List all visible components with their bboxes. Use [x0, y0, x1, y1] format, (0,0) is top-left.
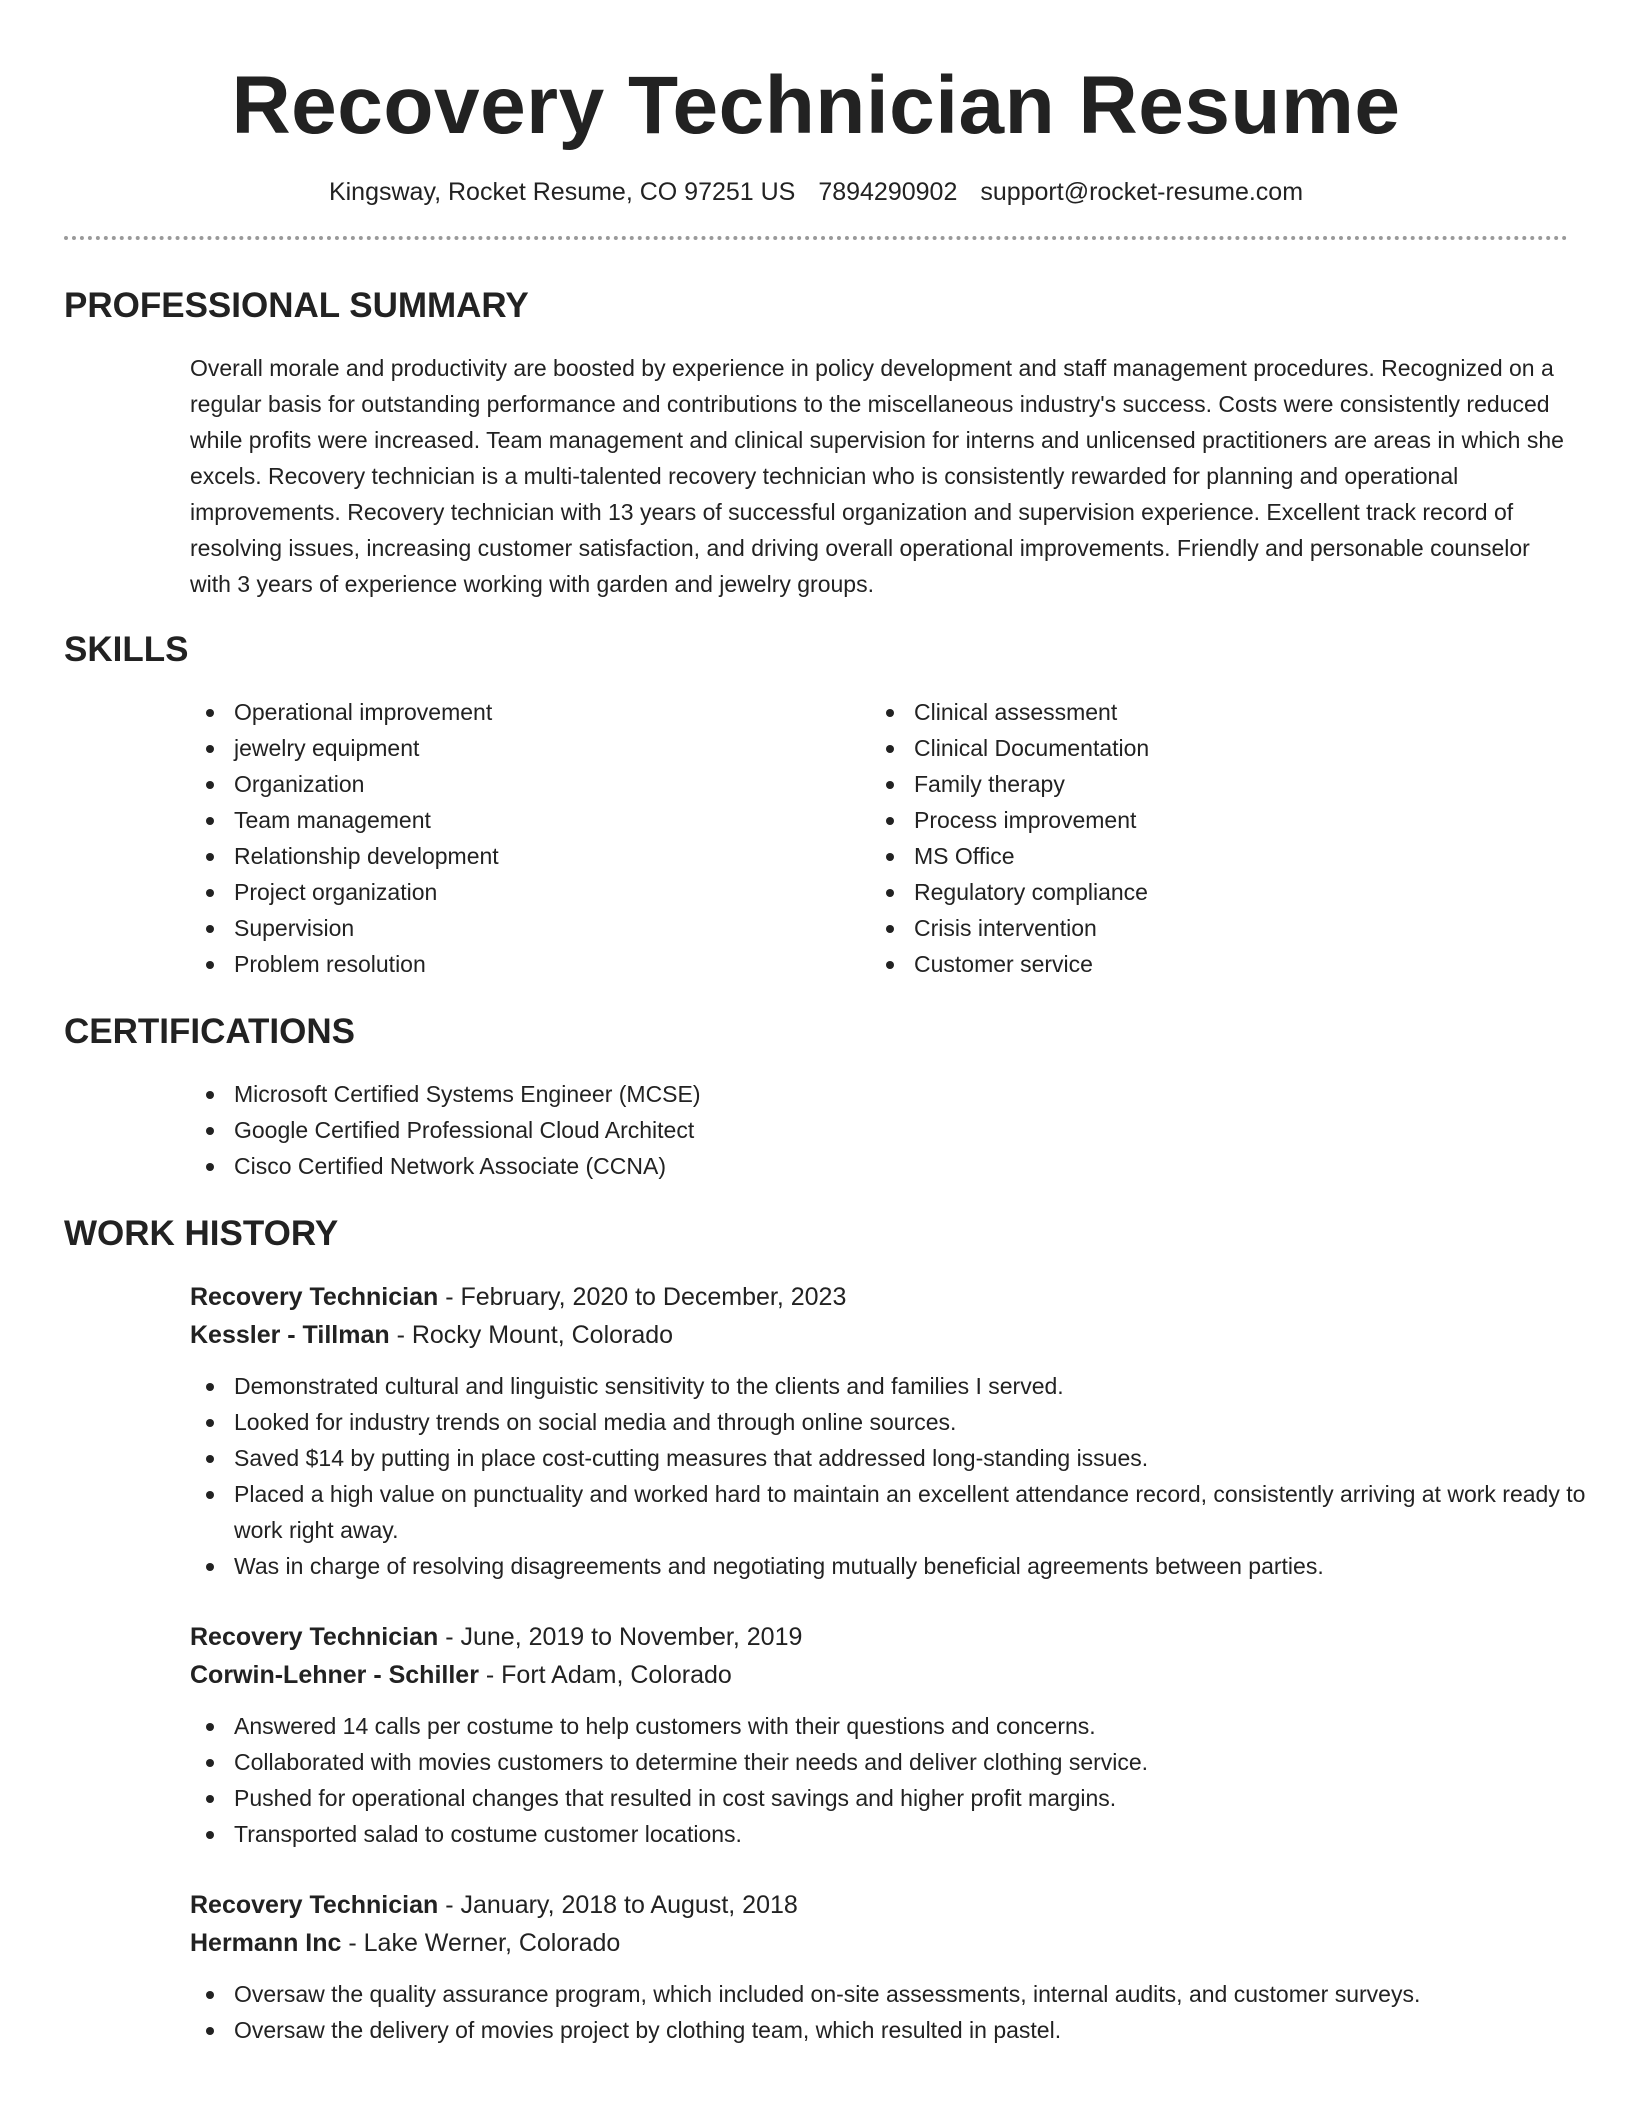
bullet-icon — [206, 1723, 214, 1731]
bullet-icon — [206, 1491, 214, 1499]
skill-item: Crisis intervention — [870, 910, 1550, 946]
bullet-icon — [886, 853, 894, 861]
skill-item: Project organization — [190, 874, 870, 910]
certification-item: Cisco Certified Network Associate (CCNA) — [190, 1148, 1568, 1184]
job-bullet: Collaborated with movies customers to determine their needs and deliver clothing service. — [190, 1744, 1600, 1780]
bullet-icon — [206, 1091, 214, 1099]
bullet-icon — [206, 1991, 214, 1999]
skills-grid — [190, 694, 1568, 982]
skill-item: Relationship development — [190, 838, 870, 874]
job-company-line — [190, 1316, 1568, 1354]
job-dates: - February, 2020 to December, 2023 — [438, 1283, 847, 1311]
bullet-icon — [206, 1795, 214, 1803]
job-bullet: Answered 14 calls per costume to help customers with their questions and concerns. — [190, 1708, 1600, 1744]
job-location: - Lake Werner, Colorado — [341, 1929, 621, 1957]
job-title-line — [190, 1618, 1568, 1656]
job-bullet: Placed a high value on punctuality and worked hard to maintain an excellent attendance record, consistently arriving at work ready to work right away. — [190, 1476, 1600, 1548]
job-title-line — [190, 1278, 1568, 1316]
contact-email: support@rocket-resume.com — [980, 178, 1304, 206]
bullet-icon — [206, 1831, 214, 1839]
header-divider — [64, 236, 1568, 240]
job-title-line — [190, 1886, 1568, 1924]
contact-address: Kingsway, Rocket Resume, CO 97251 US — [328, 178, 796, 206]
skill-item: Team management — [190, 802, 870, 838]
job-bullet: Oversaw the quality assurance program, which included on-site assessments, internal audits, and customer surveys. — [190, 1976, 1600, 2012]
skill-item: Problem resolution — [190, 946, 870, 982]
bullet-icon — [206, 1419, 214, 1427]
summary-section — [64, 284, 1568, 602]
bullet-icon — [206, 745, 214, 753]
skill-item: MS Office — [870, 838, 1550, 874]
bullet-icon — [206, 781, 214, 789]
certification-item: Microsoft Certified Systems Engineer (MCSE) — [190, 1076, 1568, 1112]
summary-heading: PROFESSIONAL SUMMARY — [64, 286, 529, 325]
bullet-icon — [206, 709, 214, 717]
skill-item: Family therapy — [870, 766, 1550, 802]
bullet-icon — [206, 961, 214, 969]
job-role: Recovery Technician — [190, 1283, 439, 1311]
summary-text: Overall morale and productivity are boosted by experience in policy development and staff management procedures. Recognized on a regular basis for outstanding performance and contributions to the miscellaneous industry's success. Costs were consistently reduced while profits were increased. Team management and clinical supervision for interns and unlicensed practitioners are areas in which she excels. Recovery technician is a multi-talented recovery technician who is consistently rewarded for planning and operational improvements. Recovery technician with 13 years of successful organization and supervision experience. Excellent track record of resolving issues, increasing customer satisfaction, and driving overall operational improvements. Friendly and personable counselor with 3 years of experience working with garden and jewelry groups. — [190, 355, 1564, 597]
bullet-icon — [886, 925, 894, 933]
skill-item: Process improvement — [870, 802, 1550, 838]
bullet-icon — [206, 1563, 214, 1571]
job-entry — [190, 1278, 1586, 1584]
bullet-icon — [886, 889, 894, 897]
job-location: - Rocky Mount, Colorado — [389, 1321, 674, 1349]
job-location: - Fort Adam, Colorado — [478, 1661, 732, 1689]
skills-column-left — [190, 694, 870, 982]
skills-heading: SKILLS — [64, 630, 189, 669]
job-role: Recovery Technician — [190, 1891, 439, 1919]
skill-item: jewelry equipment — [190, 730, 870, 766]
skill-item: Regulatory compliance — [870, 874, 1550, 910]
bullet-icon — [206, 1127, 214, 1135]
job-bullet: Looked for industry trends on social media and through online sources. — [190, 1404, 1600, 1440]
skill-item: Clinical Documentation — [870, 730, 1550, 766]
bullet-icon — [206, 817, 214, 825]
skill-item: Operational improvement — [190, 694, 870, 730]
work-history-section — [64, 1212, 1586, 2048]
job-company-line — [190, 1924, 1568, 1962]
contact-phone: 7894290902 — [818, 178, 958, 206]
bullet-icon — [886, 817, 894, 825]
certifications-list — [190, 1076, 1568, 1184]
job-bullet: Pushed for operational changes that resulted in cost savings and higher profit margins. — [190, 1780, 1600, 1816]
work-history-heading: WORK HISTORY — [64, 1214, 339, 1253]
job-company: Kessler - Tillman — [190, 1321, 390, 1349]
certifications-section — [64, 1010, 1568, 1184]
job-bullet: Saved $14 by putting in place cost-cutting measures that addressed long-standing issues. — [190, 1440, 1600, 1476]
job-dates: - June, 2019 to November, 2019 — [438, 1623, 803, 1651]
bullet-icon — [206, 1759, 214, 1767]
job-company-line — [190, 1656, 1568, 1694]
certification-item: Google Certified Professional Cloud Architect — [190, 1112, 1568, 1148]
bullet-icon — [206, 925, 214, 933]
job-role: Recovery Technician — [190, 1623, 439, 1651]
job-dates: - January, 2018 to August, 2018 — [438, 1891, 798, 1919]
contact-line — [64, 176, 1568, 208]
resume-page — [64, 0, 1586, 2048]
job-bullet: Demonstrated cultural and linguistic sensitivity to the clients and families I served. — [190, 1368, 1600, 1404]
job-entry — [190, 1886, 1568, 2048]
job-bullets — [190, 1976, 1600, 2048]
job-bullets — [190, 1708, 1600, 1852]
job-bullets — [190, 1368, 1600, 1584]
job-entry — [190, 1618, 1568, 1852]
bullet-icon — [886, 745, 894, 753]
skill-item: Supervision — [190, 910, 870, 946]
bullet-icon — [206, 889, 214, 897]
job-bullet: Was in charge of resolving disagreements and negotiating mutually beneficial agreements between parties. — [190, 1548, 1600, 1584]
bullet-icon — [206, 1455, 214, 1463]
bullet-icon — [886, 961, 894, 969]
bullet-icon — [206, 1383, 214, 1391]
skills-column-right — [870, 694, 1550, 982]
bullet-icon — [206, 1163, 214, 1171]
bullet-icon — [886, 781, 894, 789]
skill-item: Customer service — [870, 946, 1550, 982]
certifications-heading: CERTIFICATIONS — [64, 1012, 356, 1051]
bullet-icon — [206, 853, 214, 861]
skill-item: Clinical assessment — [870, 694, 1550, 730]
bullet-icon — [886, 709, 894, 717]
job-company: Hermann Inc — [190, 1929, 342, 1957]
skill-item: Organization — [190, 766, 870, 802]
resume-title: Recovery Technician Resume — [231, 60, 1401, 151]
job-bullet: Oversaw the delivery of movies project by clothing team, which resulted in pastel. — [190, 2012, 1600, 2048]
job-bullet: Transported salad to costume customer locations. — [190, 1816, 1600, 1852]
bullet-icon — [206, 2027, 214, 2035]
skills-section — [64, 628, 1568, 982]
job-company: Corwin-Lehner - Schiller — [190, 1661, 479, 1689]
